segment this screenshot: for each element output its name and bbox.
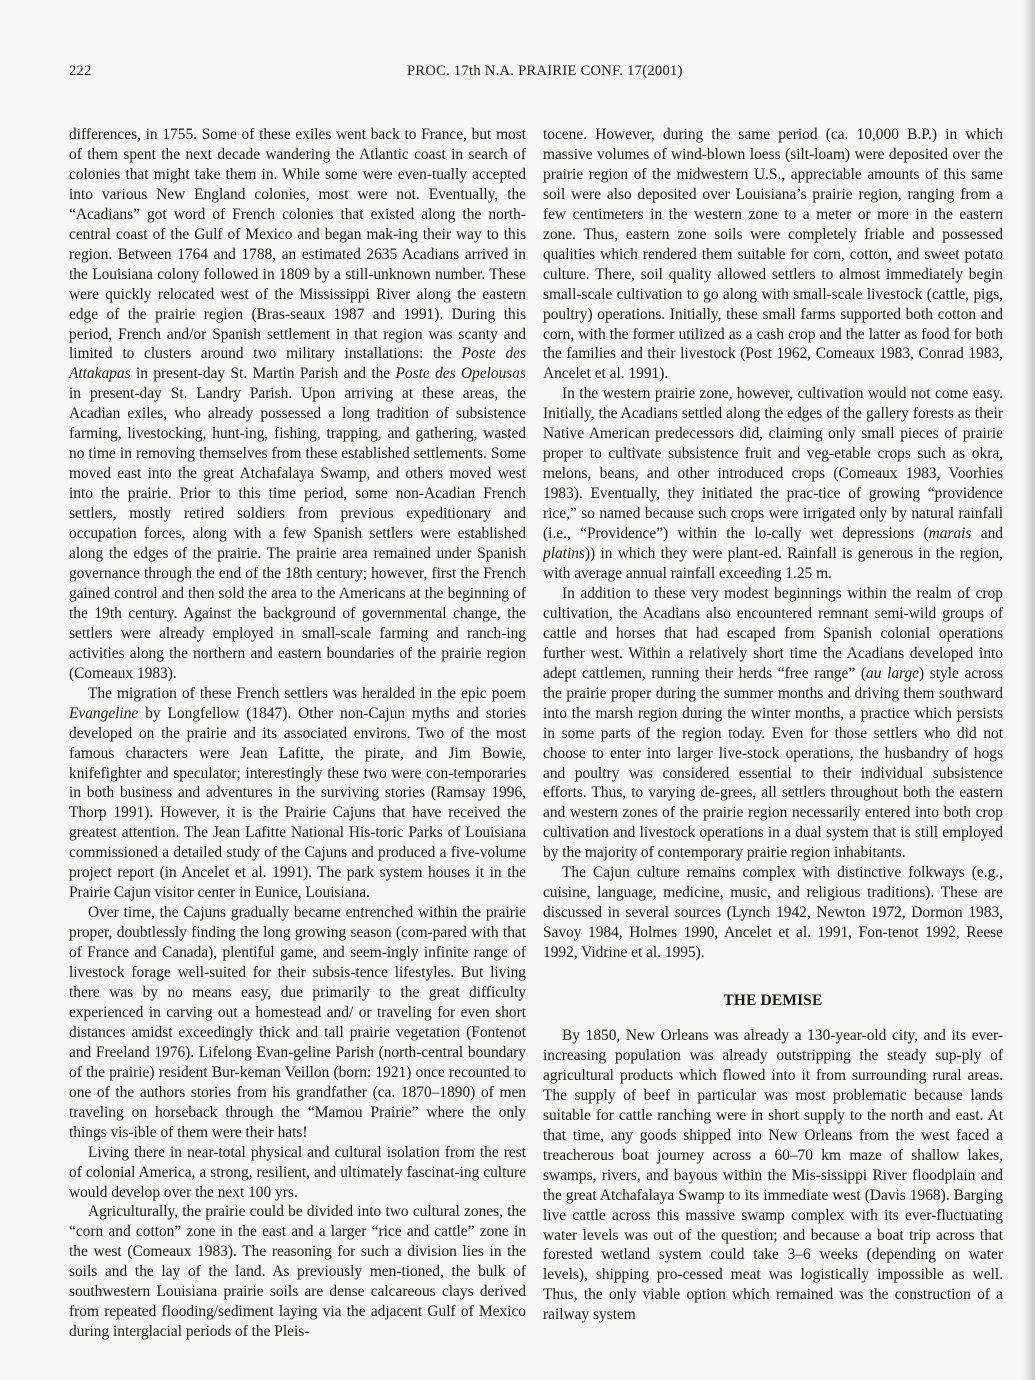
paragraph: tocene. However, during the same period (ca. 10,000 B.P.) in which massive volumes of wind-blown loess (silt-loam) were deposited over the prairie region of the midwestern U.S., appreciable amounts of this same soil were also deposited over Louisiana’s prairie region, ranging from a few centimeters in the western zone to a meter or more in the eastern zone. Thus, eastern zone soils were completely friable and possessed qualities which rendered them suitable for corn, cotton, and sweet potato culture. There, soil quality allowed settlers to almost immediately begin small-scale cultivation to go along with small-scale livestock (cattle, pigs, poultry) operations. Initially, these small farms supported both cotton and corn, with the former utilized as a cash crop and the latter as food for both the families and their livestock (Post 1962, Comeaux 1983, Conrad 1983, Ancelet et al. 1991).	[543, 126, 1003, 383]
paragraph: The Cajun culture remains complex with distinctive folkways (e.g., cuisine, language, medicine, music, and religious traditions). These are discussed in several sources (Lynch 1942, Newton 1972, Dormon 1983, Savoy 1984, Holmes 1990, Ancelet et al. 1991, Fon-tenot 1992, Reese 1992, Vidrine et al. 1995).	[543, 864, 1003, 962]
heading-spacer	[543, 963, 1003, 991]
paragraph: Over time, the Cajuns gradually became entrenched within the prairie proper, doubtlessly finding the long growing season (com-pared with that of France and Canada), plentiful game, and seem-ingly infinite range of livestock forage well-suited for their subsis-tence lifestyles. But living there was by no means easy, due primarily to the great difficulty experienced in carving out a homestead and/ or traveling for even short distances amidst exceedingly thick and tall prairie vegetation (Fontenot and Freeland 1976). Lifelong Evan-geline Parish (north-central boundary of the prairie) resident Bur-keman Veillon (born: 1921) once recounted to one of the authors stories from his grandfather (ca. 1870–1890) of men traveling on horseback through the “Mamou Prairie” where the only things vis-ible of them were their hats!	[69, 904, 526, 1141]
page-edge-shadow	[1023, 0, 1035, 1380]
paragraph: By 1850, New Orleans was already a 130-year-old city, and its ever-increasing population was already outstripping the steady sup-ply of agricultural products which flowed into it from surrounding rural areas. The supply of beef in particular was most problematic because lands suitable for cattle ranching were in short supply to the north and east. At that time, any goods shipped into New Orleans from the west faced a treacherous boat journey across a 60–70 km maze of shallow lakes, swamps, rivers, and bayous within the Mis-sissippi River floodplain and the great Atchafalaya Swamp to its immediate west (Davis 1968). Barging live cattle across this massive swamp complex with its ever-fluctuating water levels was out of the question; and because a boat trip across that forested wetland system could take 3–6 weeks (depending on water levels), shipping pro-cessed meat was logistically impossible as well. Thus, the only viable option which remained was the construction of a railway system	[543, 1026, 1003, 1324]
paragraph: In addition to these very modest beginnings within the realm of crop cultivation, the Acadians also encountered remnant semi-wild groups of cattle and horses that had escaped from Spanish colonial operations further west. Within a relatively short time the Acadians developed into adept cattlemen, running their herds “free range” (au large) style across the prairie proper during the summer months and driving them southward into the marsh region during the winter months, a practice which persists in some parts of the region today. Even for those settlers who did not choose to enter into larger live-stock operations, the husbandry of hogs and poultry was considered essential to their individual subsistence efforts. Thus, to varying de-grees, all settlers throughout both the eastern and western zones of the prairie region necessarily entered into both crop cultivation and livestock operations in a dual system that is still employed by the majority of contemporary prairie region inhabitants.	[543, 584, 1003, 862]
paragraph: Living there in near-total physical and cultural isolation from the rest of colonial America, a strong, resilient, and ultimately fascinat-ing culture would develop over the next 100 yrs.	[69, 1143, 526, 1201]
right-column	[543, 125, 1003, 1325]
paragraph: Agriculturally, the prairie could be divided into two cultural zones, the “corn and cotton” zone in the east and a larger “rice and cattle” zone in the west (Comeaux 1983). The reasoning for such a division lies in the soils and the lay of the land. As previously men-tioned, the bulk of southwestern Louisiana prairie soils are dense calcareous clays derived from repeated flooding/sediment laying via the adjacent Gulf of Mexico during interglacial periods of the Pleis-	[69, 1203, 526, 1341]
heading-spacer	[543, 1011, 1003, 1026]
left-column	[69, 125, 526, 1342]
page-header	[0, 63, 1035, 87]
running-title: PROC. 17th N.A. PRAIRIE CONF. 17(2001)	[407, 63, 683, 79]
section-heading: THE DEMISE	[723, 992, 823, 1010]
paragraph: The migration of these French settlers was heralded in the epic poem Evangeline by Longfellow (1847). Other non-Cajun myths and stories developed on the prairie and its associated environs. Two of the most famous characters were Jean Lafitte, the pirate, and Jim Bowie, knifefighter and speculator; interestingly these two were con-temporaries in both business and adventures in the surviving stories (Ramsay 1996, Thorp 1991). However, it is the Prairie Cajuns that have received the greatest attention. The Jean Lafitte National His-toric Parks of Louisiana commissioned a detailed study of the Cajuns and produced a five-volume project report (in Ancelet et al. 1991). The park system houses it in the Prairie Cajun visitor center in Eunice, Louisiana.	[69, 684, 526, 902]
page-number: 222	[69, 63, 92, 79]
paragraph: In the western prairie zone, however, cultivation would not come easy. Initially, the Acadians settled along the edges of the gallery forests as their Native American predecessors did, claiming only small pieces of prairie proper to cultivate subsistence fruit and veg-etable crops such as okra, melons, beans, and other introduced crops (Comeaux 1983, Voorhies 1983). Eventually, they initiated the prac-tice of growing “providence rice,” so named because such crops were irrigated only by natural rainfall (i.e., “Providence”) within the lo-cally wet depressions (marais and platins)) in which they were plant-ed. Rainfall is generous in the region, with average annual rainfall exceeding 1.25 m.	[543, 385, 1003, 582]
paragraph: differences, in 1755. Some of these exiles went back to France, but most of them spent the next decade wandering the Atlantic coast in search of colonies that might take them in. While some were even-tually accepted into various New England colonies, most were not. Eventually, the “Acadians” got word of French colonies that existed along the north-central coast of the Gulf of Mexico and began mak-ing their way to this region. Between 1764 and 1788, an estimated 2635 Acadians arrived in the Louisiana colony followed in 1809 by a still-unknown number. These were quickly relocated west of the Mississippi River along the eastern edge of the prairie region (Bras-seaux 1987 and 1991). During this period, French and/or Spanish settlement in that region was scanty and limited to clusters around two military installations: the Poste des Attakapas in present-day St. Martin Parish and the Poste des Opelousas in present-day St. Landry Parish. Upon arriving at these areas, the Acadian exiles, who already possessed a long tradition of subsistence farming, livestocking, hunt-ing, fishing, trapping, and gathering, wasted no time in removing themselves from these established settlements. Some moved east into the great Atchafalaya Swamp, and others moved west into the prairie. Prior to this time period, some non-Acadian French settlers, mostly retired soldiers from previous expeditionary and occupation forces, along with a few Spanish settlers were established along the edges of the prairie. The prairie area remained under Spanish governance through the end of the 18th century; however, first the French gained control and then sold the area to the Americans at the beginning of the 19th century. Against the background of governmental change, the settlers were already employed in small-scale farming and ranch-ing activities along the northern and eastern boundaries of the prairie region (Comeaux 1983).	[69, 126, 526, 682]
